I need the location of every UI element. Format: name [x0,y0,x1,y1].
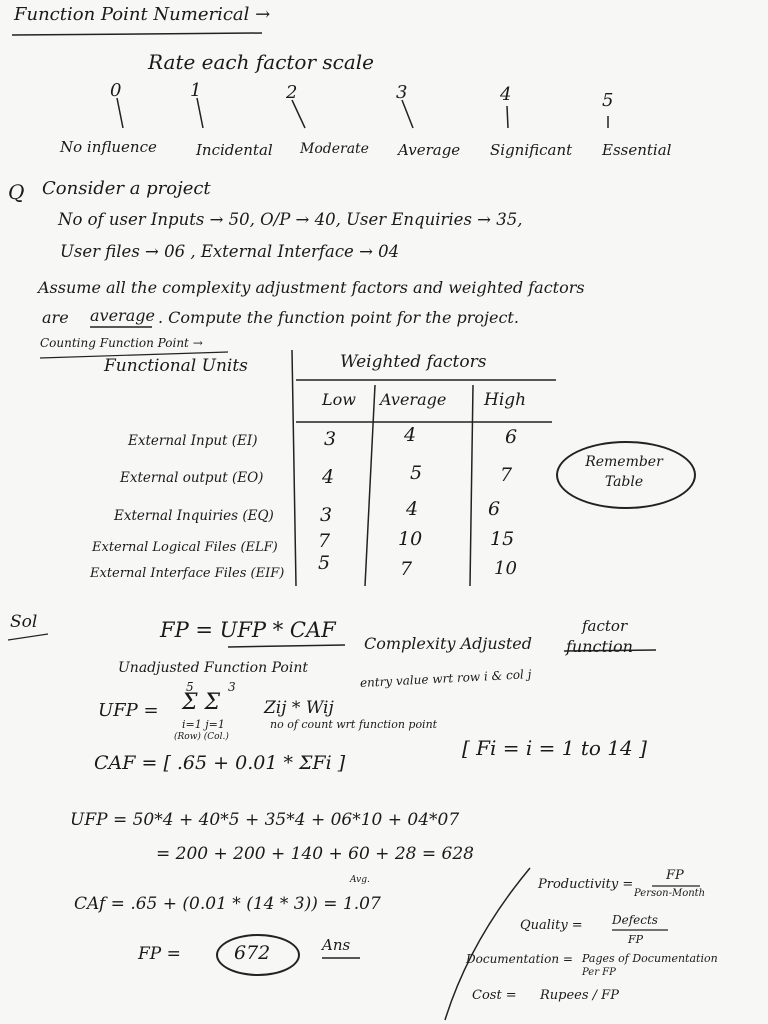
table-row-avg: 4 [404,424,417,446]
table-header-units: Functional Units [104,356,248,376]
table-row-avg: 7 [400,558,413,580]
documentation-label: Documentation = [466,952,573,966]
fp-equation: FP = UFP * CAF [160,618,336,642]
caf-correction: factor [582,617,628,635]
caf-calculation: CAf = .65 + (0.01 * (14 * 3)) = 1.07 [74,894,381,914]
scale-num-0: 0 [110,80,122,101]
question-line-1: Consider a project [42,178,211,199]
scale-label-2: Moderate [300,141,369,157]
quality-numerator: Defects [612,913,658,927]
table-row-unit: External output (EO) [120,470,264,486]
sigma-symbols: Σ Σ [182,690,221,715]
quality-denominator: FP [628,933,644,946]
sum-upper-limit-1: 5 [186,680,194,694]
table-row-low: 3 [324,428,337,450]
cost-value: Rupees / FP [540,988,619,1003]
question-line-4: Assume all the complexity adjustment factors and weighted factors [38,278,585,297]
scale-label-4: Significant [490,141,573,159]
ufp-calculation: UFP = 50*4 + 40*5 + 35*4 + 06*10 + 04*07 [70,810,460,830]
productivity-label: Productivity = [538,877,634,892]
table-header-average: Average [380,390,447,409]
scale-label-1: Incidental [196,141,273,159]
caf-formula: CAF = [ .65 + 0.01 * ΣFi ] [94,752,346,774]
fp-result: 672 [234,942,271,964]
table-row-high: 10 [494,558,517,579]
ufp-lhs: UFP = [98,700,159,721]
question-marker: Q [8,180,25,204]
table-row-high: 6 [488,498,501,520]
table-row-unit: External Logical Files (ELF) [92,540,278,555]
productivity-numerator: FP [666,868,684,883]
sum-upper-limit-2: 3 [228,680,236,694]
fp-result-lhs: FP = [138,944,181,964]
table-row-avg: 5 [410,462,423,484]
fi-note: [ Fi = i = 1 to 14 ] [462,736,647,760]
caf-struck-word: function [566,637,633,656]
table-header-high: High [484,390,527,410]
table-header-low: Low [322,390,356,409]
table-row-low: 4 [322,466,335,488]
scale-num-1: 1 [190,80,202,101]
documentation-denominator: Per FP [582,967,616,978]
ufp-calculation-result: = 200 + 200 + 140 + 60 + 28 = 628 [156,844,474,864]
table-row-low: 5 [318,552,331,574]
table-row-avg: 10 [398,528,423,550]
question-line-5a: are [42,308,69,327]
scale-num-5: 5 [602,90,614,111]
scale-label-3: Average [398,141,461,159]
table-row-unit: External Interface Files (EIF) [90,566,285,581]
table-row-low: 3 [320,504,333,526]
cost-label: Cost = [472,988,517,1003]
table-row-high: 7 [500,464,513,486]
question-line-3: User files → 06 , External Interface → 04 [60,242,400,261]
question-line-5b: average [90,306,155,325]
rate-title: Rate each factor scale [148,50,375,74]
avg-note: Avg. [350,875,370,885]
page-title: Function Point Numerical → [14,4,271,25]
sum-subscripts: (Row) (Col.) [174,732,229,742]
table-row-low: 7 [318,530,331,552]
table-row-high: 15 [490,528,515,550]
solution-label: Sol [10,612,38,632]
scale-num-3: 3 [396,82,408,103]
table-header-weighted: Weighted factors [340,352,487,372]
zw-term: Zij * Wij [264,698,334,718]
table-caption: Counting Function Point → [40,336,203,350]
entry-note: entry value wrt row i & col j [359,667,532,690]
caf-meaning: Complexity Adjusted [364,634,532,653]
table-row-unit: External Inquiries (EQ) [114,508,274,524]
documentation-value: Pages of Documentation [582,952,718,965]
quality-label: Quality = [520,918,583,933]
scale-num-2: 2 [286,82,298,103]
scale-num-4: 4 [500,84,512,105]
table-row-unit: External Input (EI) [128,433,258,449]
answer-mark: Ans [322,936,351,954]
remember-note: Remember Table [585,454,663,490]
question-line-5c: . Compute the function point for the project. [158,308,519,327]
scale-label-5: Essential [602,141,672,159]
table-row-avg: 4 [406,498,419,520]
table-row-high: 6 [505,426,518,448]
scale-label-0: No influence [60,138,157,156]
question-line-2: No of user Inputs → 50, O/P → 40, User Enquiries → 35, [58,210,523,229]
sum-lower-limits: i=1 j=1 [182,718,225,731]
ufp-meaning: Unadjusted Function Point [118,660,308,676]
productivity-denominator: Person-Month [634,888,706,899]
count-note: no of count wrt function point [270,718,438,731]
